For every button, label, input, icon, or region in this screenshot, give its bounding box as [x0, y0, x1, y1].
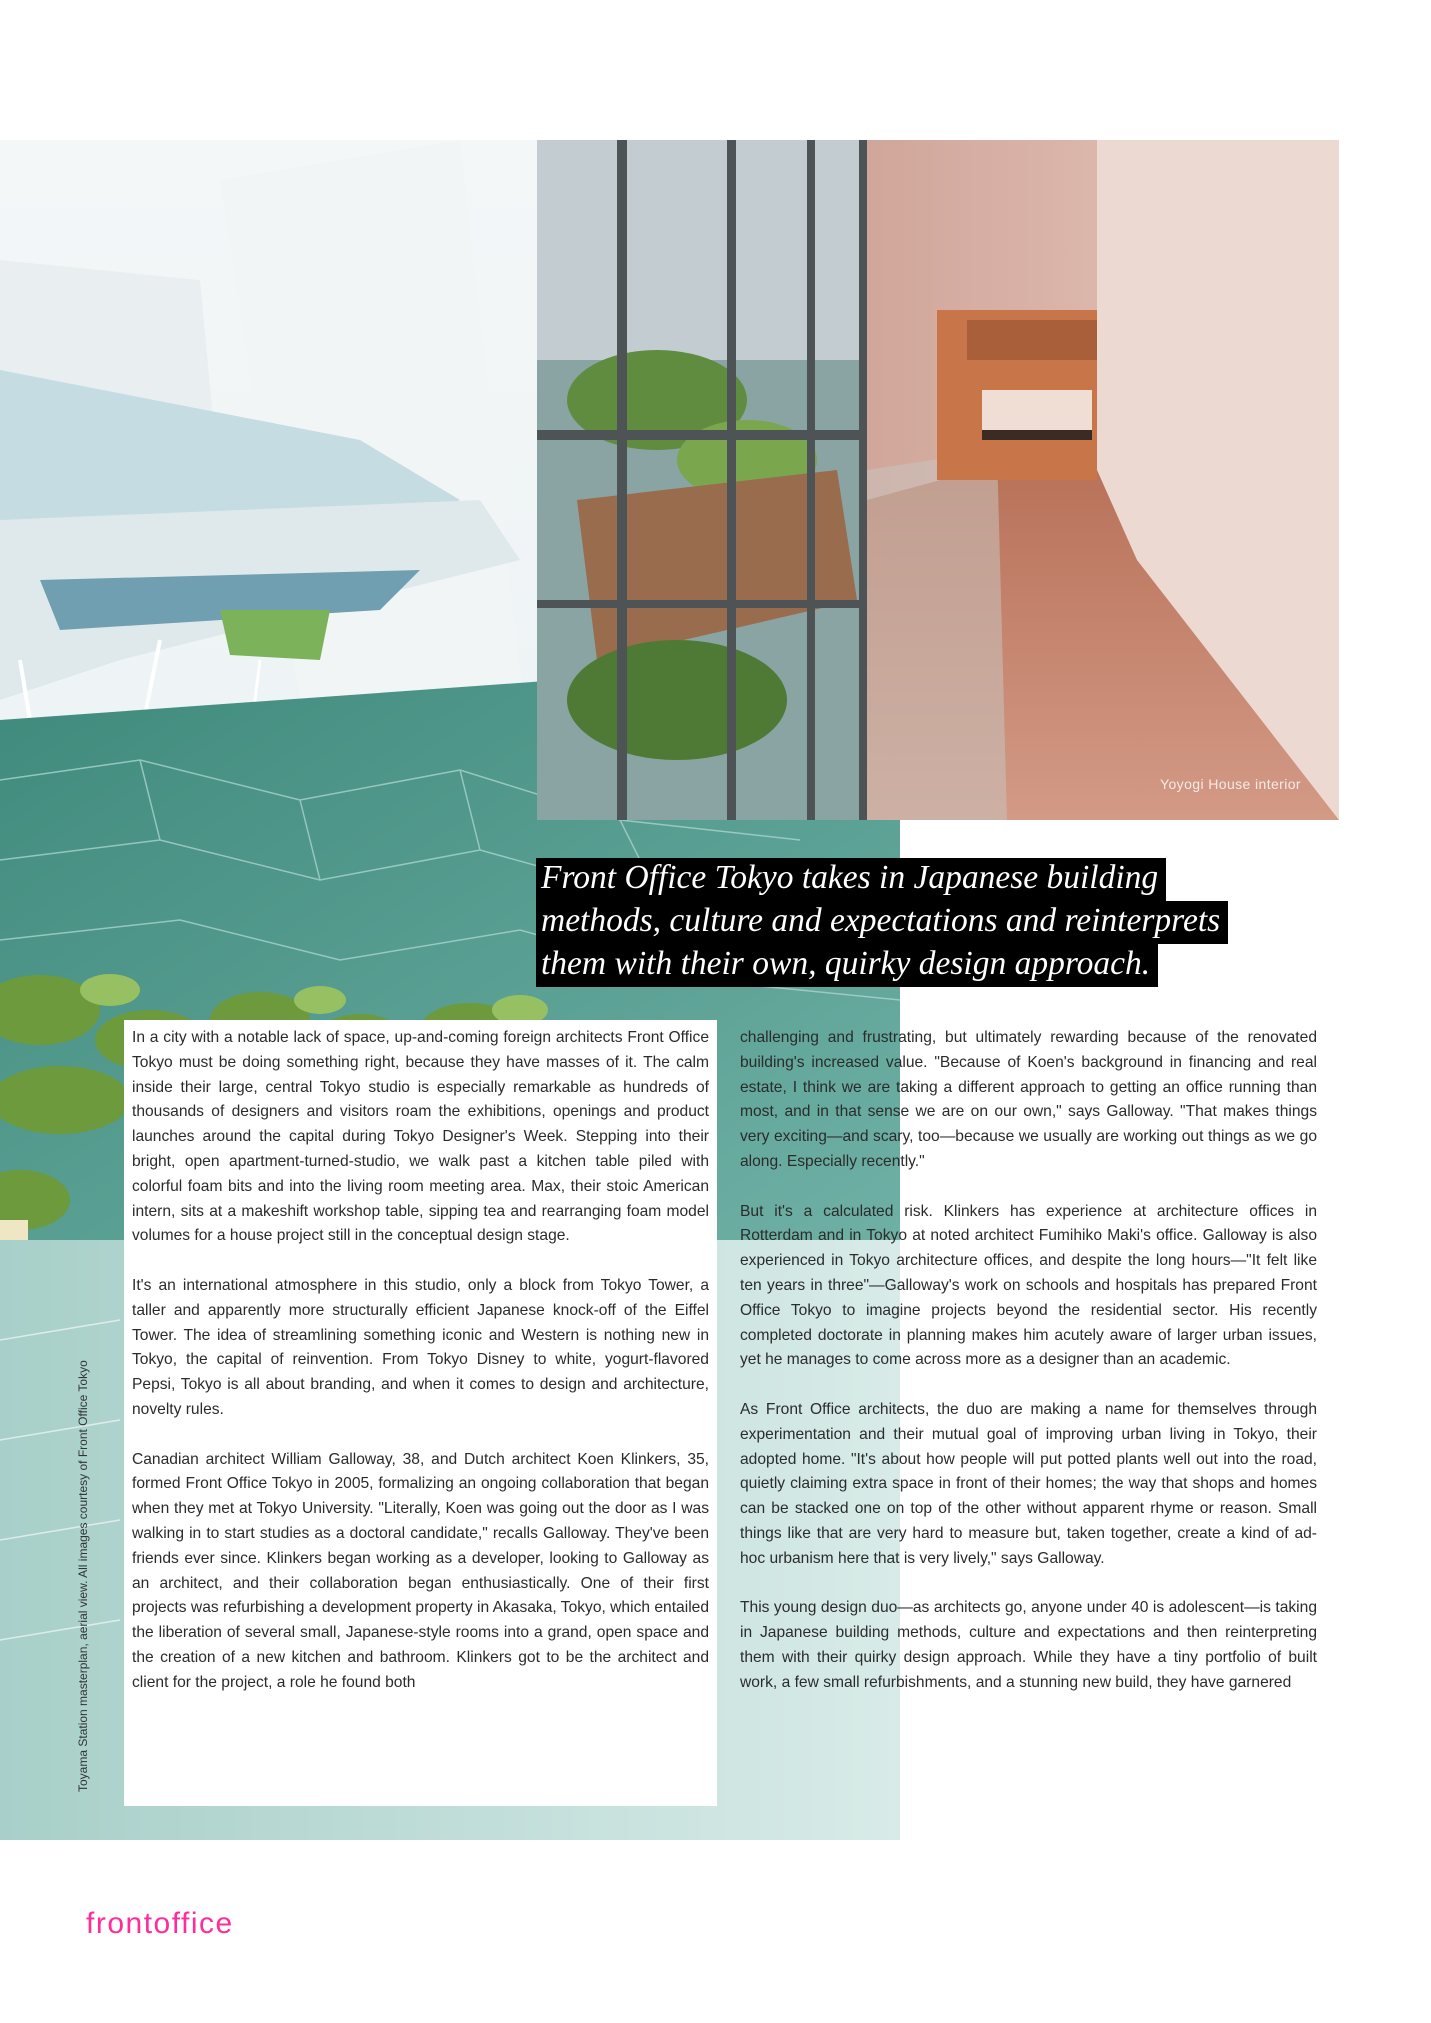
photo-credit: Toyama Station masterplan, aerial view. All images courtesy of Front Office Tokyo	[76, 1360, 90, 1792]
article-paragraph: In a city with a notable lack of space, up-and-coming foreign architects Front Office Tokyo must be doing something right, because they have masses of it. The calm inside their large, central Tokyo studio is especially remarkable as hundreds of thousands of designers and visitors roam the exhibitions, openings and product launches around the capital during Tokyo Designer's Week. Stepping into their bright, open apartment-turned-studio, we walk past a kitchen table piled with colorful foam bits and into the living room meeting area. Max, their stoic American intern, sits at a makeshift workshop table, sipping tea and rearranging foam model volumes for a house project still in the conceptual design stage.	[132, 1029, 709, 1245]
interior-image	[537, 140, 1339, 820]
pull-quote	[536, 858, 1316, 987]
article-paragraph: It's an international atmosphere in this studio, only a block from Tokyo Tower, a taller and apparently more structurally efficient Japanese knock-off of the Eiffel Tower. The idea of streamlining something iconic and Western is nothing new in Tokyo, the capital of reinvention. From Tokyo Disney to white, yogurt-flavored Pepsi, Tokyo is all about branding, and when it comes to design and architecture, novelty rules.	[132, 1276, 709, 1418]
article-paragraph: This young design duo—as architects go, anyone under 40 is adolescent—is taking in Japanese building methods, culture and expectations and then reinterpreting them with their quirky design approach. While they have a tiny portfolio of built work, a few small refurbishments, and a stunning new build, they have garnered	[740, 1599, 1317, 1691]
interior-photo-icon	[537, 140, 1339, 820]
interior-caption: Yoyogi House interior	[1160, 776, 1301, 792]
article-paragraph: Canadian architect William Galloway, 38, and Dutch architect Koen Klinkers, 35, formed Front Office Tokyo in 2005, formalizing an ongoing collaboration that began when they met at Tokyo University. "Literally, Koen was going out the door as I was walking in to start studies as a doctoral candidate," recalls Galloway. They've been friends ever since. Klinkers began working as a developer, looking to Galloway as an architect, and their collaboration began enthusiastically. One of their first projects was refurbishing a development property in Akasaka, Tokyo, which entailed the liberation of several small, Japanese-style rooms into a grand, open space and the creation of a new kitchen and bathroom. Klinkers got to be the architect and client for the project, a role he found both	[132, 1450, 709, 1691]
article-paragraph: But it's a calculated risk. Klinkers has experience at architecture offices in Rotterdam and in Tokyo at noted architect Fumihiko Maki's office. Galloway is also experienced in Tokyo architecture offices, and despite the long hours—"It felt like ten years in three"—Galloway's work on schools and hospitals has prepared Front Office Tokyo to imagine projects beyond the residential sector. His recently completed doctorate in planning makes him acutely aware of larger urban issues, yet he manages to come across more as a designer than an academic.	[740, 1202, 1317, 1369]
pull-quote-line: methods, culture and expectations and reinterprets	[536, 901, 1228, 944]
article-paragraph: As Front Office architects, the duo are making a name for themselves through experimentation and their mutual goal of improving urban living in Tokyo, their adopted home. "It's about how people will put potted plants well out into the road, quietly claiming extra space in front of their homes; the way that shops and homes can be stacked one on top of the other without apparent rhyme or reason. Small things like that are very hard to measure but, taken together, create a kind of ad-hoc urbanism here that is very lively," says Galloway.	[740, 1400, 1317, 1567]
article-column-left	[124, 1020, 717, 1806]
pull-quote-line: Front Office Tokyo takes in Japanese building	[536, 858, 1166, 901]
pull-quote-line: them with their own, quirky design approach.	[536, 944, 1158, 987]
footer-brand: frontoffice	[86, 1907, 234, 1940]
article-paragraph: challenging and frustrating, but ultimately rewarding because of the renovated building's increased value. "Because of Koen's background in financing and real estate, I think we are taking a different approach to getting an office running than most, and in that sense we are on our own," says Galloway. "That makes things very exciting—and scary, too—because we usually are working out things as we go along. Especially recently."	[740, 1029, 1317, 1170]
article-column-right	[732, 1020, 1325, 1806]
